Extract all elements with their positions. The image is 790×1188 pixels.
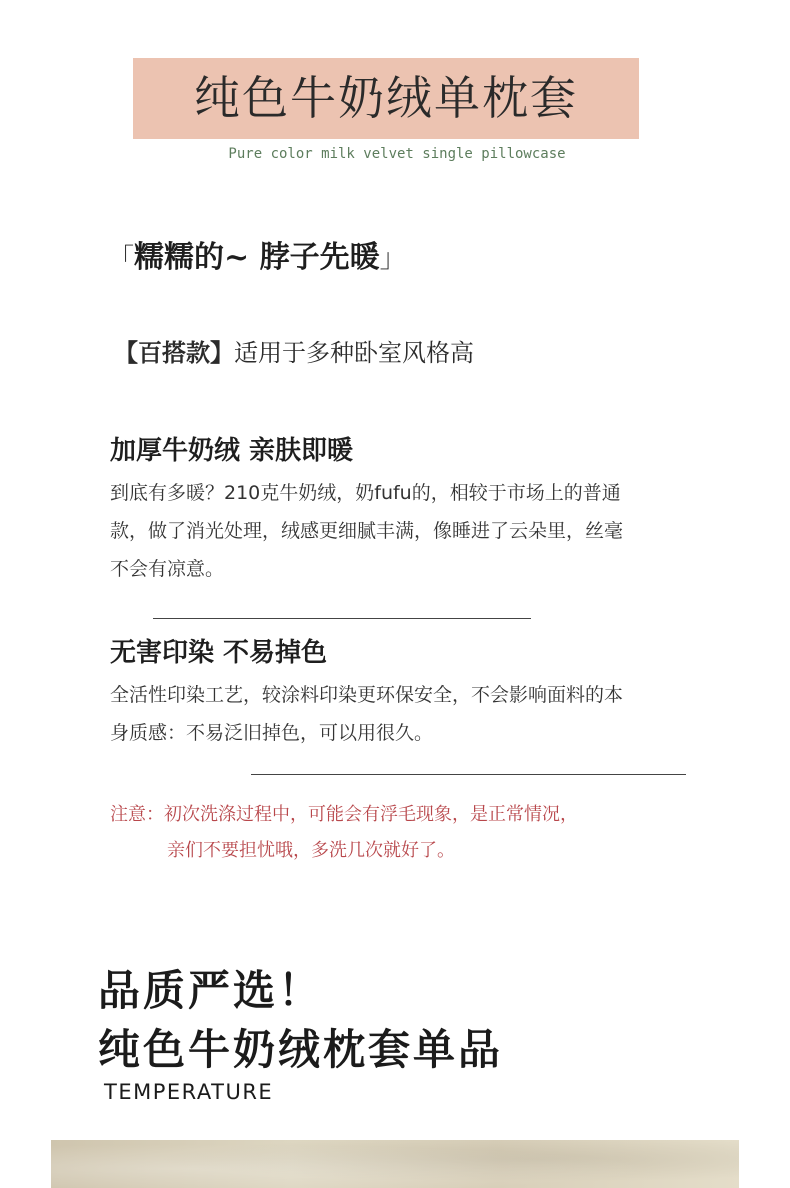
- page-title: 纯色牛奶绒单枕套: [194, 71, 578, 125]
- section-body-dye: [110, 676, 732, 752]
- feature-english-label: TEMPERATURE: [104, 1080, 274, 1104]
- notice-line-2: 亲们不要担忧哦，多洗几次就好了。: [167, 840, 455, 861]
- slogan-text: 糯糯的~ 脖子先暖: [134, 240, 380, 275]
- section-heading-dye: 无害印染 不易掉色: [110, 638, 328, 668]
- section-line: 身质感：不易泛旧掉色，可以用很久。: [110, 722, 434, 744]
- slogan: [108, 232, 406, 276]
- tagline: [114, 333, 474, 368]
- section-line: 到底有多暖？210克牛奶绒，奶fufu的，相较于市场上的普通: [110, 482, 621, 504]
- divider: [153, 618, 531, 619]
- page-subtitle: Pure color milk velvet single pillowcase: [228, 146, 566, 162]
- section-line: 不会有凉意。: [110, 558, 225, 580]
- slogan-close-bracket: 」: [379, 244, 406, 274]
- slogan-open-bracket: 「: [108, 244, 135, 274]
- notice-line-1: 注意：初次洗涤过程中，可能会有浮毛现象，是正常情况，: [110, 804, 578, 825]
- divider: [251, 774, 686, 775]
- section-line: 款，做了消光处理，绒感更细腻丰满，像睡进了云朵里，丝毫: [110, 520, 624, 542]
- feature-heading-1: 品质严选！: [98, 966, 324, 1015]
- feature-heading-2: 纯色牛奶绒枕套单品: [98, 1025, 504, 1074]
- tagline-tag: 【百搭款】: [114, 338, 234, 367]
- product-photo: [51, 1140, 739, 1188]
- tagline-text: 适用于多种卧室风格高: [234, 339, 474, 367]
- section-body-warmth: [110, 474, 732, 588]
- section-line: 全活性印染工艺，较涂料印染更环保安全，不会影响面料的本: [110, 684, 624, 706]
- section-heading-warmth: 加厚牛奶绒 亲肤即暖: [110, 436, 354, 466]
